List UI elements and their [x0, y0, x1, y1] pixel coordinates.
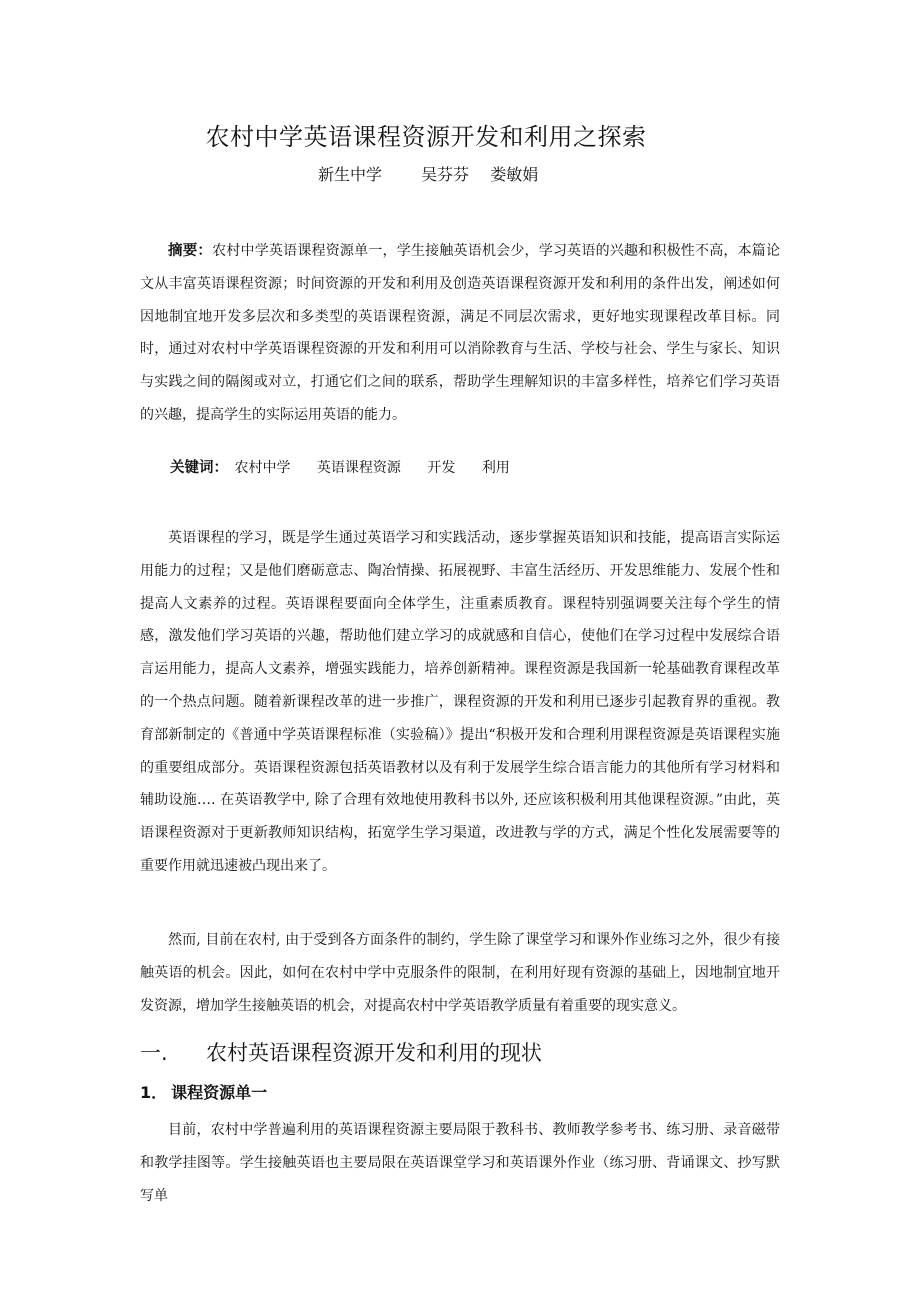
abstract-text: 农村中学英语课程资源单一，学生接触英语机会少，学习英语的兴趣和积极性不高，本篇论文从丰富英语课程资源；时间资源的开发和利用及创造英语课程资源开发和利用的条件出发，阐述如何因地制宜地开发多层次和多类型的英语课程资源，满足不同层次需求，更好地实现课程改革目标。同时，通过对农村中学英语课程资源的开发和利用可以消除教育与生活、学校与社会、学生与家长、知识与实践之间的隔阂或对立，打通它们之间的联系，帮助学生理解知识的丰富多样性，培养它们学习英语的兴趣，提高学生的实际运用英语的能力。 [140, 243, 780, 423]
abstract-label: 摘要： [168, 243, 213, 259]
author-line [318, 163, 538, 187]
author-name: 娄敏娟 [490, 165, 539, 184]
section-title: 农村英语课程资源开发和利用的现状 [206, 1041, 542, 1065]
body-paragraph: 英语课程的学习，既是学生通过英语学习和实践活动，逐步掌握英语知识和技能，提高语言实际运用能力的过程；又是他们磨砺意志、陶冶情操、拓展视野、丰富生活经历、开发思维能力、发展个性和提高人文素养的过程。英语课程要面向全体学生，注重素质教育。课程特别强调要关注每个学生的情感，激发他们学习英语的兴趣，帮助他们建立学习的成就感和自信心，使他们在学习过程中发展综合语言运用能力，提高人文素养，增强实践能力，培养创新精神。课程资源是我国新一轮基础教育课程改革的一个热点问题。随着新课程改革的进一步推广，课程资源的开发和利用已逐步引起教育界的重视。教育部新制定的《普通中学英语课程标准（实验稿）》提出“积极开发和合理利用课程资源是英语课程实施的重要组成部分。英语课程资源包括英语教材以及有利于发展学生综合语言能力的其他所有学习材料和辅助设施…. 在英语教学中, 除了合理有效地使用教科书以外, 还应该积极利用其他课程资源。”由此，英语课程资源对于更新教师知识结构，拓宽学生学习渠道，改进教与学的方式，满足个性化发展需要等的重要作用就迅速被凸现出来了。 [140, 530, 780, 874]
keyword: 农村中学 [234, 460, 291, 476]
section-heading [140, 1038, 542, 1068]
section-number: 一. [140, 1041, 168, 1065]
school-name: 新生中学 [318, 165, 383, 184]
abstract-paragraph [140, 235, 780, 432]
keywords-label: 关键词： [170, 460, 228, 476]
body-paragraph: 然而, 目前在农村, 由于受到各方面条件的制约，学生除了课堂学习和课外作业练习之外，很少有接触英语的机会。因此，如何在农村中学中克服条件的限制，在利用好现有资源的基础上，因地制宜地开发资源，增加学生接触英语的机会，对提高农村中学英语教学质量有着重要的现实意义。 [140, 932, 780, 1014]
keywords-line [170, 455, 532, 481]
subsection-number: 1． [140, 1083, 168, 1102]
keyword: 开发 [427, 460, 456, 476]
keyword: 英语课程资源 [316, 460, 401, 476]
author-name: 吴芬芬 [421, 165, 470, 184]
keyword: 利用 [481, 460, 510, 476]
subsection-heading [140, 1080, 267, 1106]
subsection-title: 课程资源单一 [171, 1083, 268, 1102]
body-paragraph: 目前，农村中学普遍利用的英语课程资源主要局限于教科书、教师教学参考书、练习册、录音磁带和教学挂图等。学生接触英语也主要局限在英语课堂学习和英语课外作业（练习册、背诵课文、抄写默写单 [140, 1122, 780, 1204]
paper-title: 农村中学英语课程资源开发和利用之探索 [205, 123, 647, 151]
